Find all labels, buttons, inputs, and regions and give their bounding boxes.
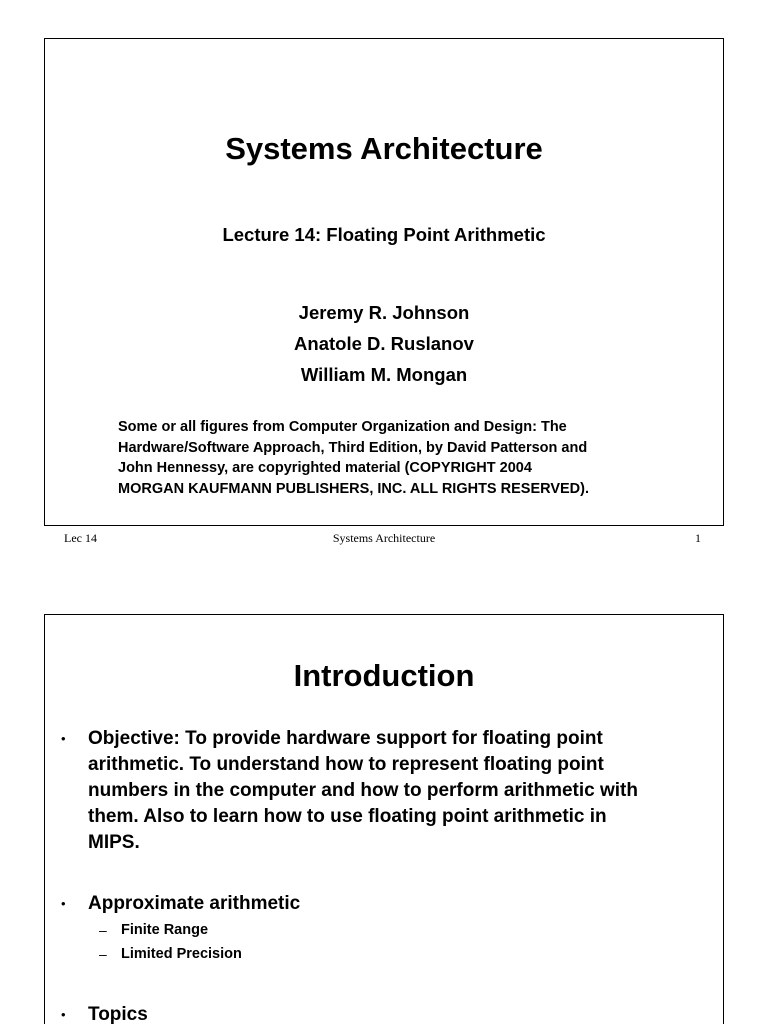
footer-page-number: 1: [695, 531, 701, 545]
copyright-notice: [118, 417, 698, 499]
copyright-line: Some or all figures from Computer Organization and Design: The: [118, 419, 567, 435]
author-name: Anatole D. Ruslanov: [294, 333, 474, 354]
lecture-subtitle: Lecture 14: Floating Point Arithmetic: [222, 224, 546, 245]
copyright-line: Hardware/Software Approach, Third Edition, by David Patterson and: [118, 439, 588, 456]
dash-icon: –: [99, 922, 107, 938]
bullet-objective: [88, 726, 718, 856]
bullet-icon: •: [61, 1007, 66, 1022]
bullet-line: numbers in the computer and how to perform arithmetic with: [88, 780, 638, 801]
bullet-line: arithmetic. To understand how to represent floating point: [88, 754, 604, 775]
bullet-line: MIPS.: [88, 832, 140, 853]
footer-course-title: Systems Architecture: [332, 531, 436, 545]
author-name: Jeremy R. Johnson: [298, 302, 470, 323]
subitem-finite-range: Finite Range: [121, 922, 209, 938]
slide-title: Systems Architecture: [225, 131, 543, 166]
copyright-line: MORGAN KAUFMANN PUBLISHERS, INC. ALL RIGHTS RESERVED).: [118, 480, 590, 497]
bullet-icon: •: [61, 731, 66, 746]
bullet-topics: [88, 1002, 718, 1024]
bullet-line: Approximate arithmetic: [88, 893, 301, 914]
dash-icon: –: [99, 946, 107, 962]
bullet-line: Topics: [88, 1004, 148, 1024]
title-slide: [44, 38, 724, 526]
copyright-line: John Hennessy, are copyrighted material (COPYRIGHT 2004: [118, 460, 532, 476]
bullet-icon: •: [61, 896, 66, 911]
introduction-slide: [44, 614, 724, 1024]
slide-title: Introduction: [293, 658, 475, 693]
bullet-line: Objective: To provide hardware support for floating point: [88, 728, 603, 749]
bullet-line: them. Also to learn how to use floating point arithmetic in: [88, 806, 607, 827]
footer-lecture-number: Lec 14: [64, 531, 97, 545]
bullet-approximate-arithmetic: [88, 891, 718, 917]
subitem-limited-precision: Limited Precision: [121, 946, 242, 962]
author-name: William M. Mongan: [300, 364, 468, 385]
